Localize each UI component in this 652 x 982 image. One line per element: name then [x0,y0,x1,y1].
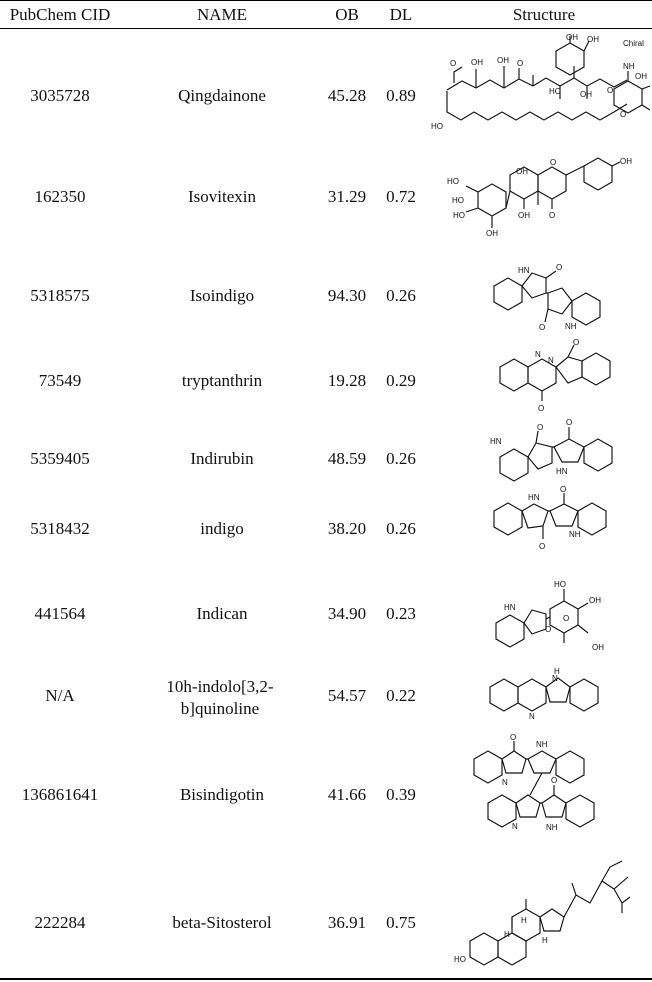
row-1-name: Qingdainone [178,86,266,105]
svg-text:O: O [550,158,557,167]
svg-text:O: O [539,542,546,551]
svg-text:OH: OH [566,33,578,42]
svg-text:O: O [573,338,580,347]
svg-text:O: O [566,418,573,427]
table-top-rule [0,0,652,1]
chiral-label: Chiral [623,39,644,48]
row-10-cid: 222284 [34,913,86,932]
svg-text:O: O [560,485,567,494]
svg-text:OH: OH [518,211,530,220]
header-structure: Structure [512,5,576,24]
row-4-ob: 19.28 [327,371,367,390]
svg-text:HO: HO [447,177,459,186]
row-2-cid: 162350 [34,187,86,206]
svg-text:OH: OH [635,72,647,81]
row-3-name: Isoindigo [189,286,255,305]
svg-text:NH: NH [565,322,577,331]
row-7-dl: 0.23 [386,604,416,623]
row-7-cid: 441564 [34,604,86,623]
svg-text:N: N [535,350,541,359]
svg-text:N: N [529,712,535,721]
isoindigo-structure-icon [424,248,650,338]
row-1-cid: 3035728 [30,86,90,105]
svg-text:NH: NH [569,530,581,539]
row-5-name: Indirubin [190,449,254,468]
row-5-cid: 5359405 [30,449,90,468]
row-10-dl: 0.75 [386,913,416,932]
svg-text:H: H [542,936,548,945]
header-name: NAME [196,5,248,24]
row-2-name: Isovitexin [188,187,256,206]
header-pubchem-cid: PubChem CID [9,5,111,24]
svg-text:HO: HO [454,955,466,964]
beta-sitosterol-structure-icon [424,855,650,971]
svg-text:OH: OH [486,229,498,238]
svg-text:H: H [504,930,510,939]
svg-text:OH: OH [516,167,528,176]
svg-text:HN: HN [518,266,530,275]
svg-text:O: O [551,776,558,785]
svg-text:N: N [502,778,508,787]
svg-text:HO: HO [452,196,464,205]
svg-text:OH: OH [589,596,601,605]
indirubin-structure-icon [424,413,650,497]
svg-text:HO: HO [554,580,566,589]
svg-text:O: O [549,211,556,220]
row-3-dl: 0.26 [386,286,416,305]
svg-text:N: N [512,822,518,831]
row-7-name: Indican [196,604,248,623]
svg-text:OH: OH [497,56,509,65]
row-1-dl: 0.89 [386,86,416,105]
row-10-name: beta-Sitosterol [172,913,272,932]
svg-text:O: O [538,404,545,413]
row-6-name: indigo [200,519,244,538]
indigo-structure-icon [424,485,650,556]
svg-text:O: O [539,323,546,332]
indoloquinoline-structure-icon [424,664,650,720]
row-8-dl: 0.22 [386,686,416,705]
row-9-cid: 136861641 [21,785,99,804]
svg-text:NH: NH [546,823,558,832]
row-9-dl: 0.39 [386,785,416,804]
tryptanthrin-structure-icon [424,337,650,415]
svg-text:O: O [517,59,524,68]
row-7-ob: 34.90 [327,604,367,623]
svg-text:HO: HO [431,122,443,131]
svg-text:H: H [554,667,560,676]
svg-text:OH: OH [620,157,632,166]
row-6-cid: 5318432 [30,519,90,538]
row-9-ob: 41.66 [327,785,367,804]
table-bottom-rule [0,978,652,980]
svg-text:OH: OH [471,58,483,67]
header-dl: DL [389,5,413,24]
svg-text:OH: OH [592,643,604,652]
row-5-dl: 0.26 [386,449,416,468]
svg-text:HN: HN [490,437,502,446]
svg-text:H: H [521,916,527,925]
svg-text:N: N [548,356,554,365]
isovitexin-structure-icon [424,150,650,240]
svg-text:HO: HO [453,211,465,220]
row-8-ob: 54.57 [327,686,367,705]
svg-text:OH: OH [587,35,599,44]
row-4-cid: 73549 [38,371,82,390]
row-9-name: Bisindigotin [179,785,265,804]
row-3-cid: 5318575 [30,286,90,305]
svg-text:O: O [545,625,552,634]
svg-text:O: O [450,59,457,68]
row-4-name: tryptanthrin [181,371,263,390]
svg-text:NH: NH [623,62,635,71]
row-4-dl: 0.29 [386,371,416,390]
svg-text:O: O [510,733,517,742]
qingdainone-structure-icon [424,34,650,146]
svg-text:HN: HN [504,603,516,612]
svg-text:OH: OH [580,90,592,99]
row-2-dl: 0.72 [386,187,416,206]
svg-text:O: O [556,263,563,272]
row-10-ob: 36.91 [327,913,367,932]
row-1-ob: 45.28 [327,86,367,105]
row-3-ob: 94.30 [327,286,367,305]
row-6-dl: 0.26 [386,519,416,538]
row-8-cid: N/A [45,686,75,705]
svg-text:O: O [563,614,570,623]
bisindigotin-structure-icon [424,731,650,843]
indican-structure-icon [424,567,650,657]
svg-text:N: N [552,674,558,683]
table-header-rule [0,28,652,29]
svg-text:O: O [607,86,614,95]
header-ob: OB [335,5,359,24]
svg-text:NH: NH [536,740,548,749]
svg-text:HN: HN [528,493,540,502]
svg-text:O: O [620,110,627,119]
row-6-ob: 38.20 [327,519,367,538]
svg-text:O: O [537,423,544,432]
svg-text:HN: HN [556,467,568,476]
row-5-ob: 48.59 [327,449,367,468]
svg-text:HO: HO [549,87,561,96]
row-2-ob: 31.29 [327,187,367,206]
row-8-name: 10h-indolo[3,2-b]quinoline [166,677,274,718]
